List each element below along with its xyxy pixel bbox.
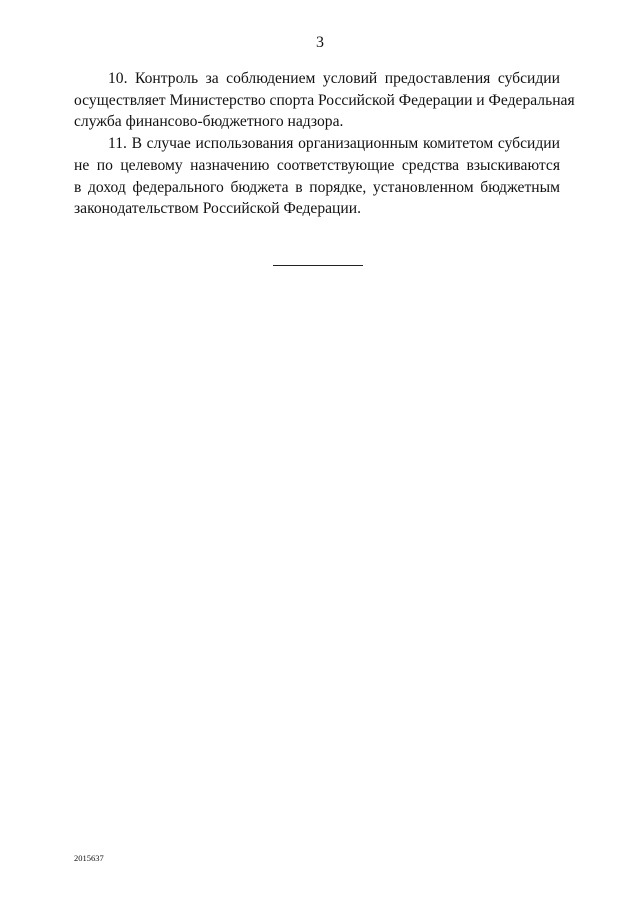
text-line: законодательством Российской Федерации. xyxy=(74,200,361,218)
page-number: 3 xyxy=(316,34,324,51)
text-line: в доход федерального бюджета в порядке, установленном бюджетным xyxy=(74,178,560,196)
paragraph-10 xyxy=(74,68,575,133)
end-divider xyxy=(273,265,363,266)
text-line: осуществляет Министерство спорта Российской Федерации и Федеральная xyxy=(74,91,575,109)
text-line: служба финансово-бюджетного надзора. xyxy=(74,113,344,131)
paragraph-11 xyxy=(74,133,560,220)
document-code: 2015637 xyxy=(74,853,104,863)
text-line: 11. В случае использования организационным комитетом субсидии xyxy=(108,135,560,153)
text-line: 10. Контроль за соблюдением условий предоставления субсидии xyxy=(108,70,560,87)
document-body xyxy=(74,68,575,220)
text-line: не по целевому назначению соответствующие средства взыскиваются xyxy=(74,156,560,174)
